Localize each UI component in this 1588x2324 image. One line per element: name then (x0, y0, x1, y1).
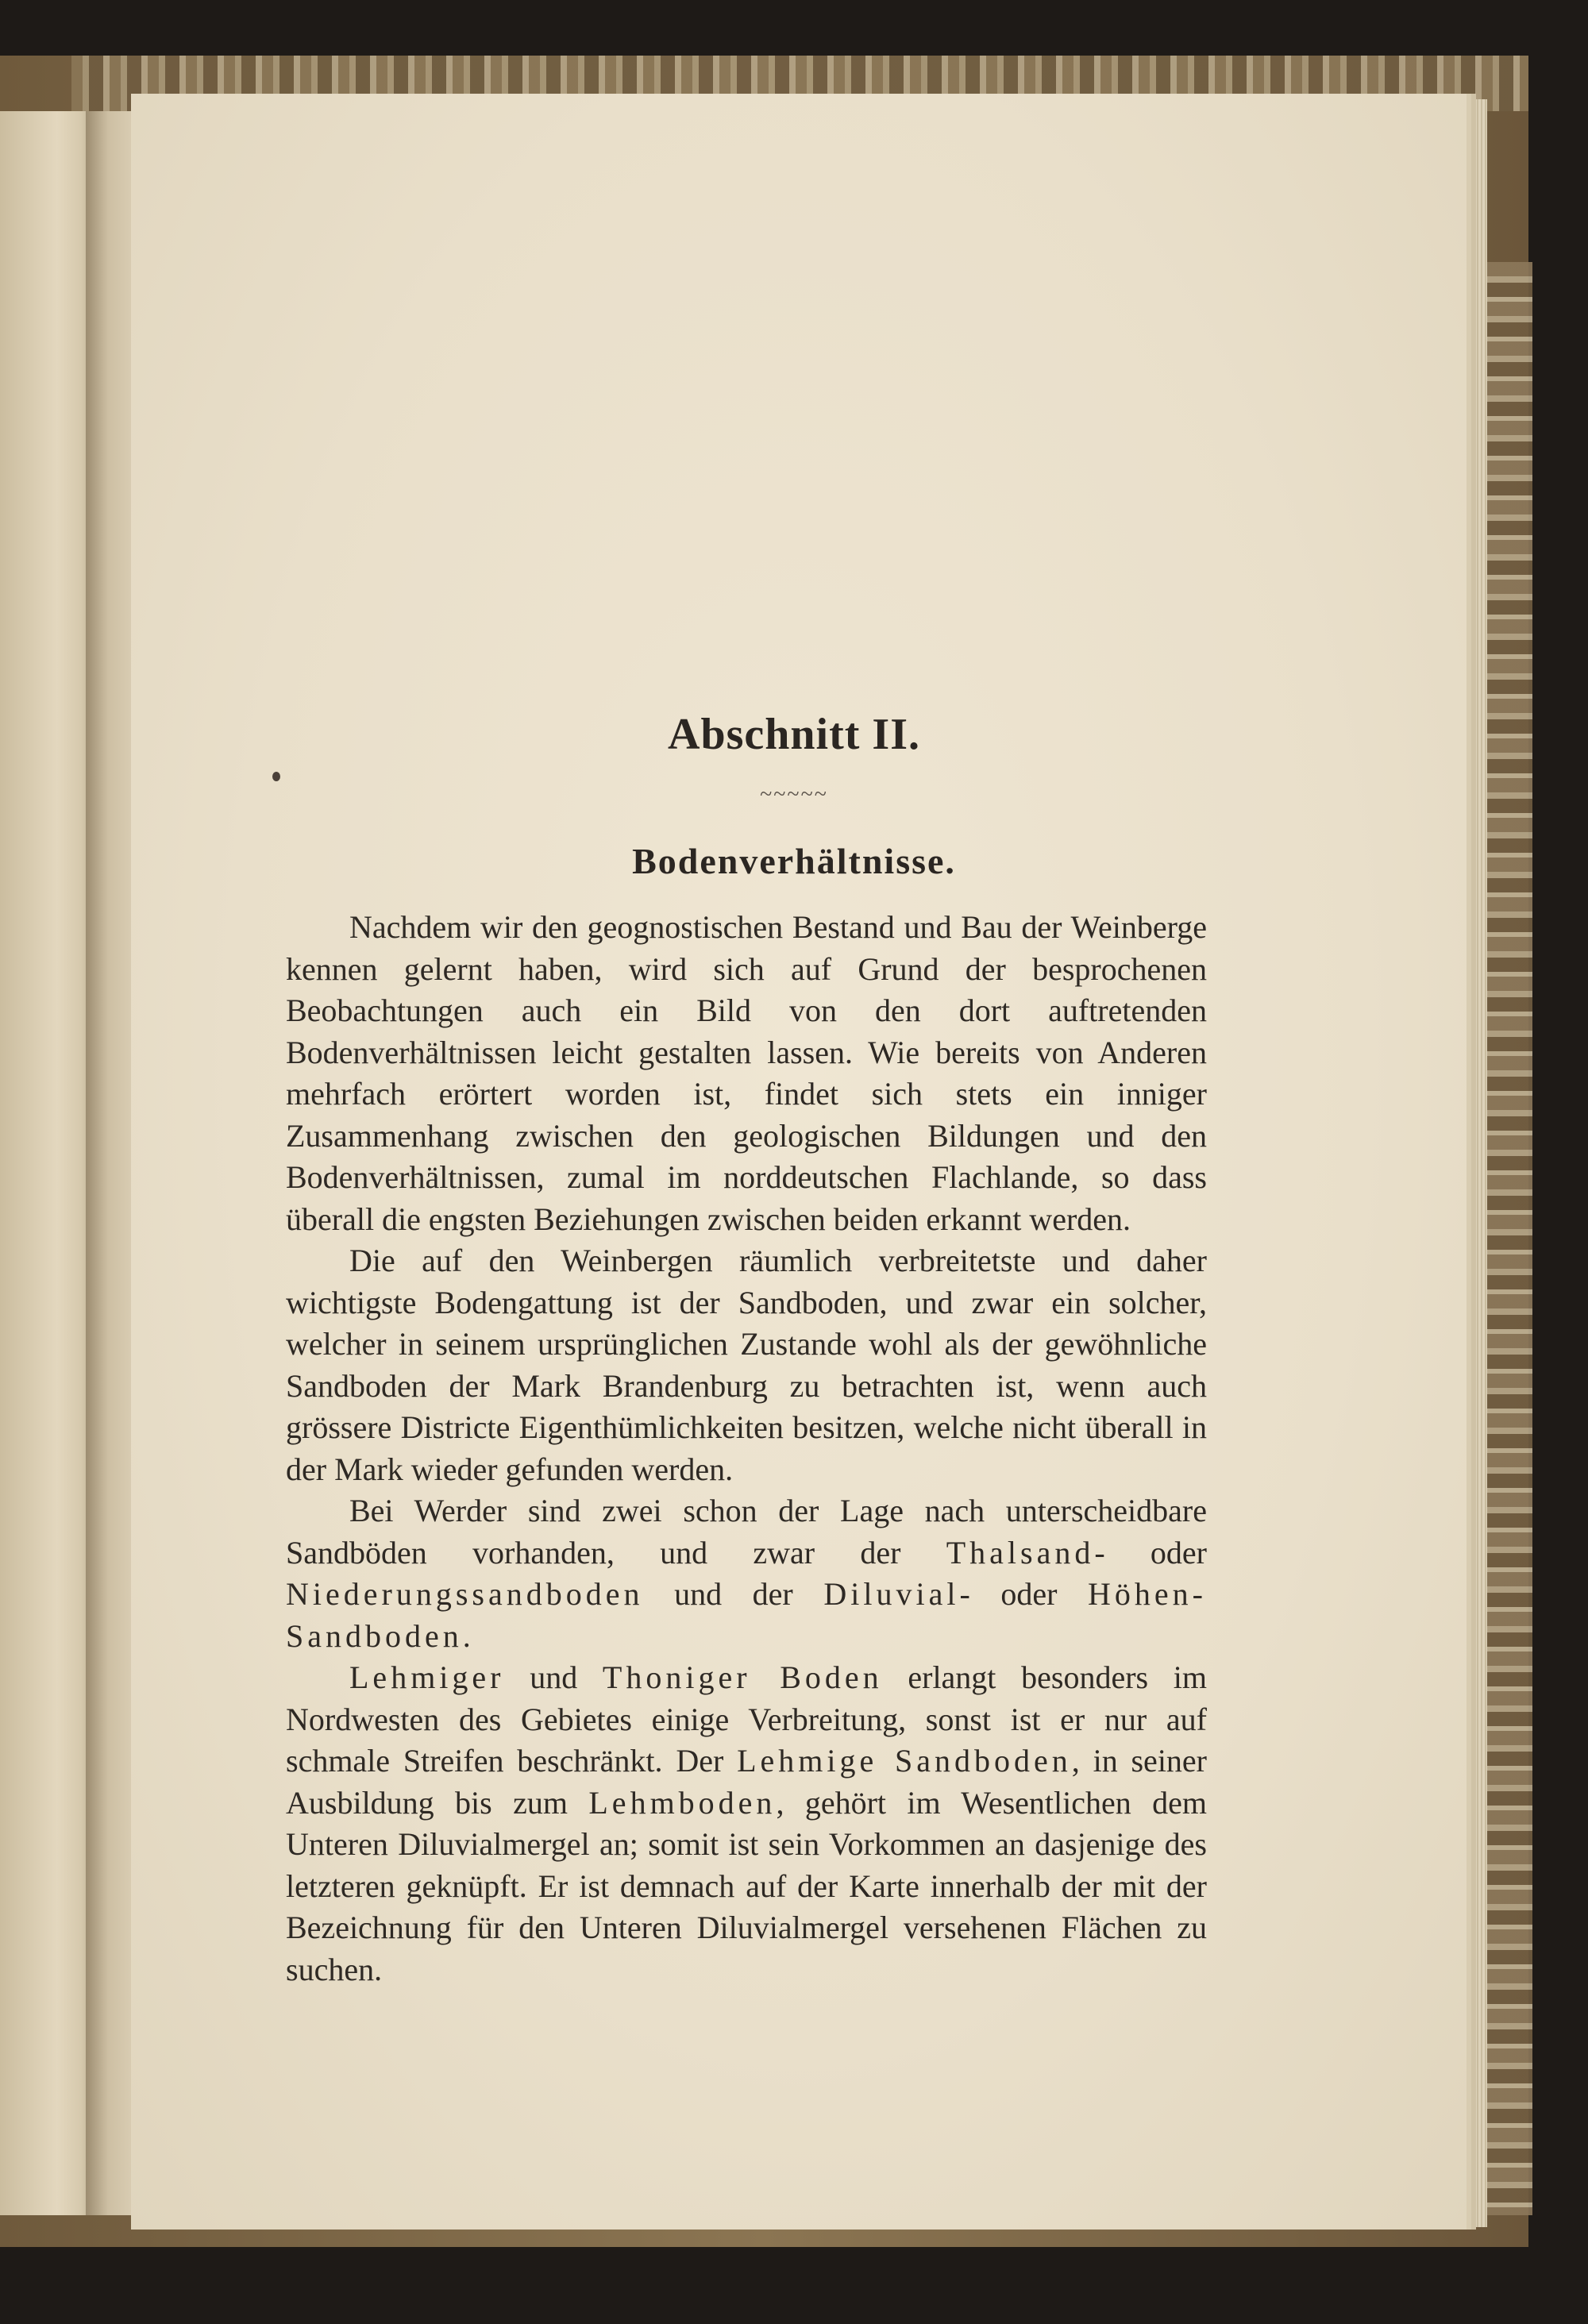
spaced-term: Diluvial (823, 1576, 960, 1612)
section-subtitle: Bodenverhältnisse. (632, 841, 956, 881)
spaced-term: Lehmboden (588, 1784, 777, 1821)
paragraph-text: - oder (959, 1576, 1089, 1612)
paragraph-text: , gehört im Wesentlichen dem Unteren Diluvialmergel an; somit ist sein Vorkommen an dasjenige des letzteren geknüpft. Er ist demnach auf der Karte innerhalb der mit der Bezeichnung für den Unteren Diluvialmergel versehenen Flächen zu suchen. (286, 1784, 1207, 1987)
title-ornament: ~~~~~ (760, 782, 828, 807)
spaced-term: Niederungssandboden (286, 1576, 644, 1612)
body-text (286, 907, 1207, 1991)
paragraph-text: Die auf den Weinbergen räumlich verbreitetste und daher wichtigste Bodengattung ist der Sandboden, und zwar ein solcher, welcher in seinem ursprünglichen Zustande wohl als der gewöhnliche Sandboden der Mark Brandenburg zu betrachten ist, wenn auch grössere Districte Eigenthümlichkeiten besitzen, welche nicht überall in der Mark wieder gefunden werden. (286, 1243, 1207, 1487)
paragraph-text: erlangt besonders im Nordwesten des Gebietes einige Verbreitung, sonst ist er nur auf schmale Streifen beschränkt. Der (286, 1659, 1208, 1779)
spaced-term: Höhen-Sandboden (286, 1576, 1207, 1654)
chapter-title: Abschnitt II. (668, 710, 920, 759)
spaced-term: Lehmiger (349, 1659, 505, 1695)
ink-speck (272, 772, 280, 781)
paragraph-text: , in seiner Ausbildung bis zum (286, 1743, 1208, 1821)
cover-edge-right (1485, 262, 1532, 2215)
spaced-term: Thoniger Boden (602, 1659, 883, 1695)
paragraph-text: Nachdem wir den geognostischen Bestand und Bau der Weinberge kennen gelernt haben, wird sich auf Grund der besprochenen Beobachtungen auch ein Bild von den dort auftretenden Bodenverhältnissen leicht gestalten lassen. Wie bereits von Anderen mehrfach erörtert worden ist, findet sich stets ein inniger Zusammenhang zwischen den geologischen Bildungen und den Bodenverhältnissen, zumal im norddeutschen Flachlande, so dass überall die engsten Beziehungen zwischen beiden erkannt werden. (286, 909, 1207, 1237)
spaced-term: Lehmige Sandboden (737, 1743, 1072, 1779)
paragraph-text: und der (643, 1576, 824, 1612)
left-page (0, 111, 95, 2215)
paragraph (286, 907, 1207, 1240)
paragraph (286, 1240, 1207, 1490)
paragraph-text: . (462, 1617, 471, 1654)
spaced-term: Thalsand (946, 1534, 1095, 1571)
paragraph-text: und (504, 1659, 603, 1695)
paragraph-text: - oder (1094, 1534, 1207, 1571)
paragraph (286, 1657, 1207, 1991)
paragraph (286, 1490, 1207, 1657)
paragraph-text: Bei Werder sind zwei schon der Lage nach unterscheidbare Sandböden vorhanden, und zwar der (286, 1493, 1207, 1571)
page-edges (1467, 99, 1487, 2227)
